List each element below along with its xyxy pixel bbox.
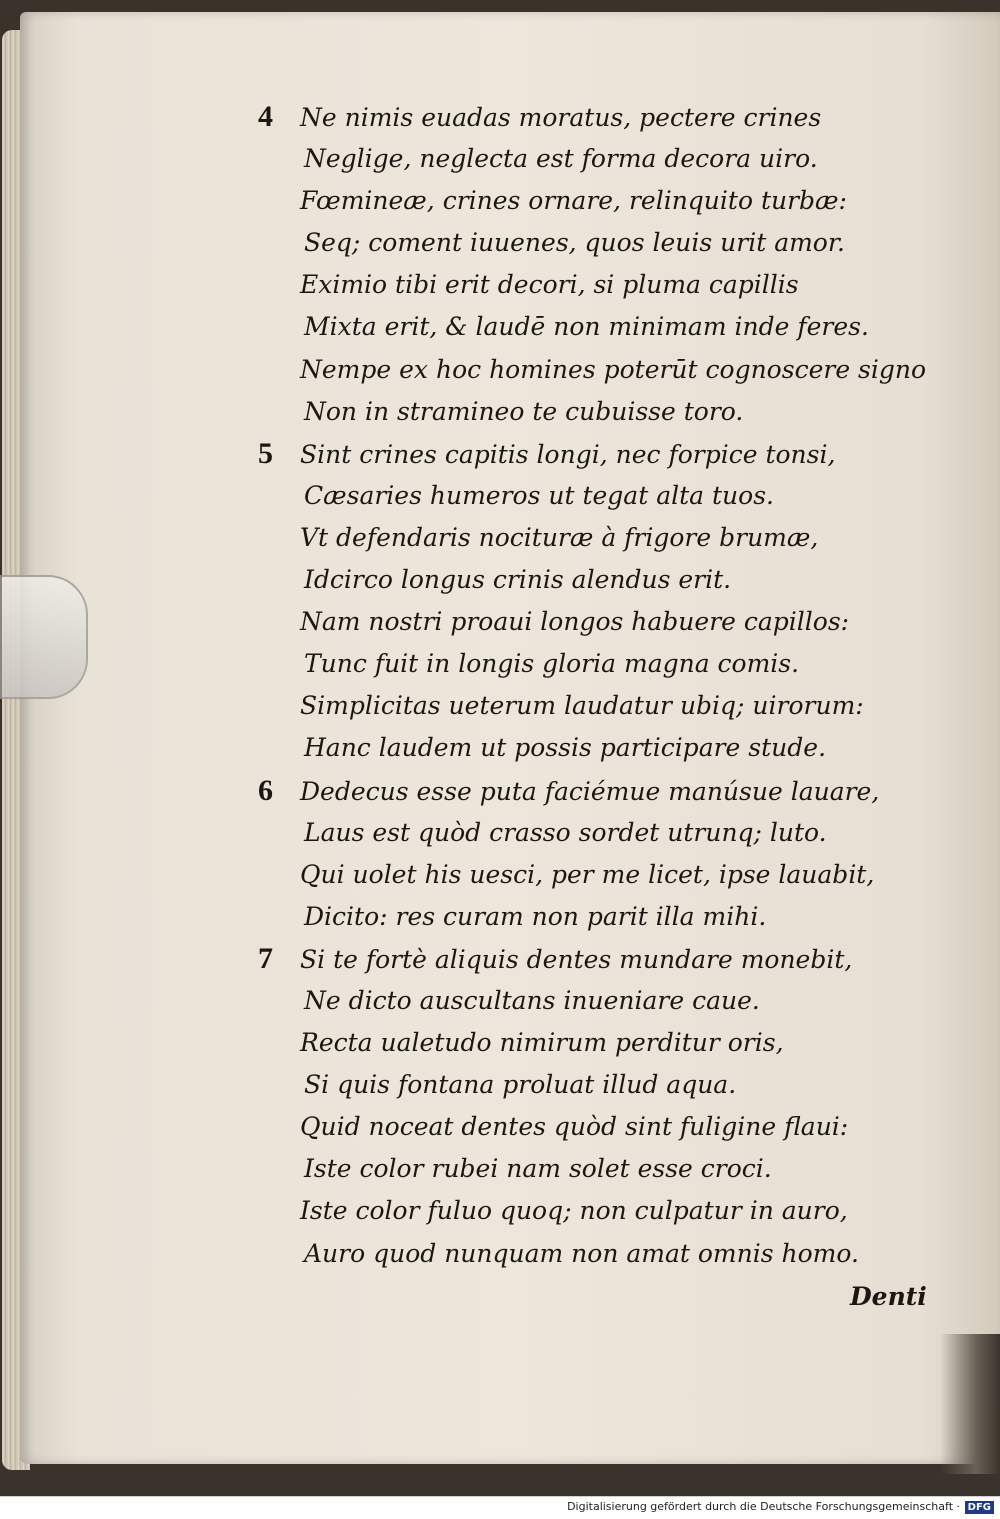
verse-line: 4 Ne nimis euadas moratus, pectere crines (258, 96, 978, 138)
stanza-number: 7 (258, 941, 273, 975)
funding-notice: Digitalisierung gefördert durch die Deutsche Forschungsgemeinschaft · (567, 1500, 960, 1513)
verse-line: Auro quod nunquam non amat omnis homo. (304, 1238, 859, 1268)
verse-line: 6 Dedecus esse puta faciémue manúsue lauare, (258, 770, 978, 812)
verse-line: 7 Si te fortè aliquis dentes mundare monebit, (258, 938, 978, 980)
verse-line: Qui uolet his uesci, per me licet, ipse lauabit, (300, 859, 875, 889)
paper-clip (0, 575, 88, 699)
stanza-number: 4 (258, 100, 273, 133)
verse-line: Si quis fontana proluat illud aqua. (304, 1070, 737, 1100)
verse-line: Eximio tibi erit decori, si pluma capillis (300, 270, 799, 300)
dfg-logo: DFG (965, 1501, 994, 1514)
stanza-number: 5 (258, 436, 273, 470)
footer-bar (0, 1496, 1000, 1519)
verse-text (258, 96, 978, 1275)
verse-line: Cæsaries humeros ut tegat alta tuos. (304, 480, 774, 510)
verse-line: Fœmineæ, crines ornare, relinquito turbæ: (300, 186, 847, 216)
verse-line: Hanc laudem ut possis participare stude. (304, 733, 827, 763)
page-curl (940, 1334, 1000, 1474)
verse-line: Quid noceat dentes quòd sint fuligine flaui: (300, 1112, 849, 1142)
verse-line: Neglige, neglecta est forma decora uiro. (304, 144, 818, 174)
verse-line: Non in stramineo te cubuisse toro. (304, 396, 744, 426)
verse-line: Ne dicto auscultans inueniare caue. (304, 985, 760, 1015)
verse-line: Tunc fuit in longis gloria magna comis. (304, 649, 800, 679)
verse-line: 5 Sint crines capitis longi, nec forpice tonsi, (258, 433, 978, 475)
stanza-number: 6 (258, 773, 273, 807)
verse-line: Idcirco longus crinis alendus erit. (304, 565, 732, 595)
verse-line: Iste color rubei nam solet esse croci. (304, 1154, 772, 1184)
verse-line: Simplicitas ueterum laudatur ubiq; uirorum: (300, 691, 864, 721)
verse-line: Iste color fuluo quoq; non culpatur in auro, (300, 1196, 848, 1226)
verse-line: Seq; coment iuuenes, quos leuis urit amor. (304, 228, 846, 258)
verse-line: Recta ualetudo nimirum perditur oris, (300, 1028, 784, 1058)
verse-line: Laus est quòd crasso sordet utrunq; luto. (304, 817, 827, 847)
verse-line: Vt defendaris nocituræ à frigore brumæ, (300, 522, 819, 552)
verse-line: Dicito: res curam non parit illa mihi. (304, 901, 767, 931)
verse-line: Nempe ex hoc homines poterūt cognoscere signo (300, 354, 927, 384)
verse-line: Mixta erit, & laudē non minimam inde feres. (304, 312, 869, 342)
catchword: Denti (850, 1282, 927, 1311)
verse-line: Nam nostri proaui longos habuere capillos: (300, 607, 850, 637)
